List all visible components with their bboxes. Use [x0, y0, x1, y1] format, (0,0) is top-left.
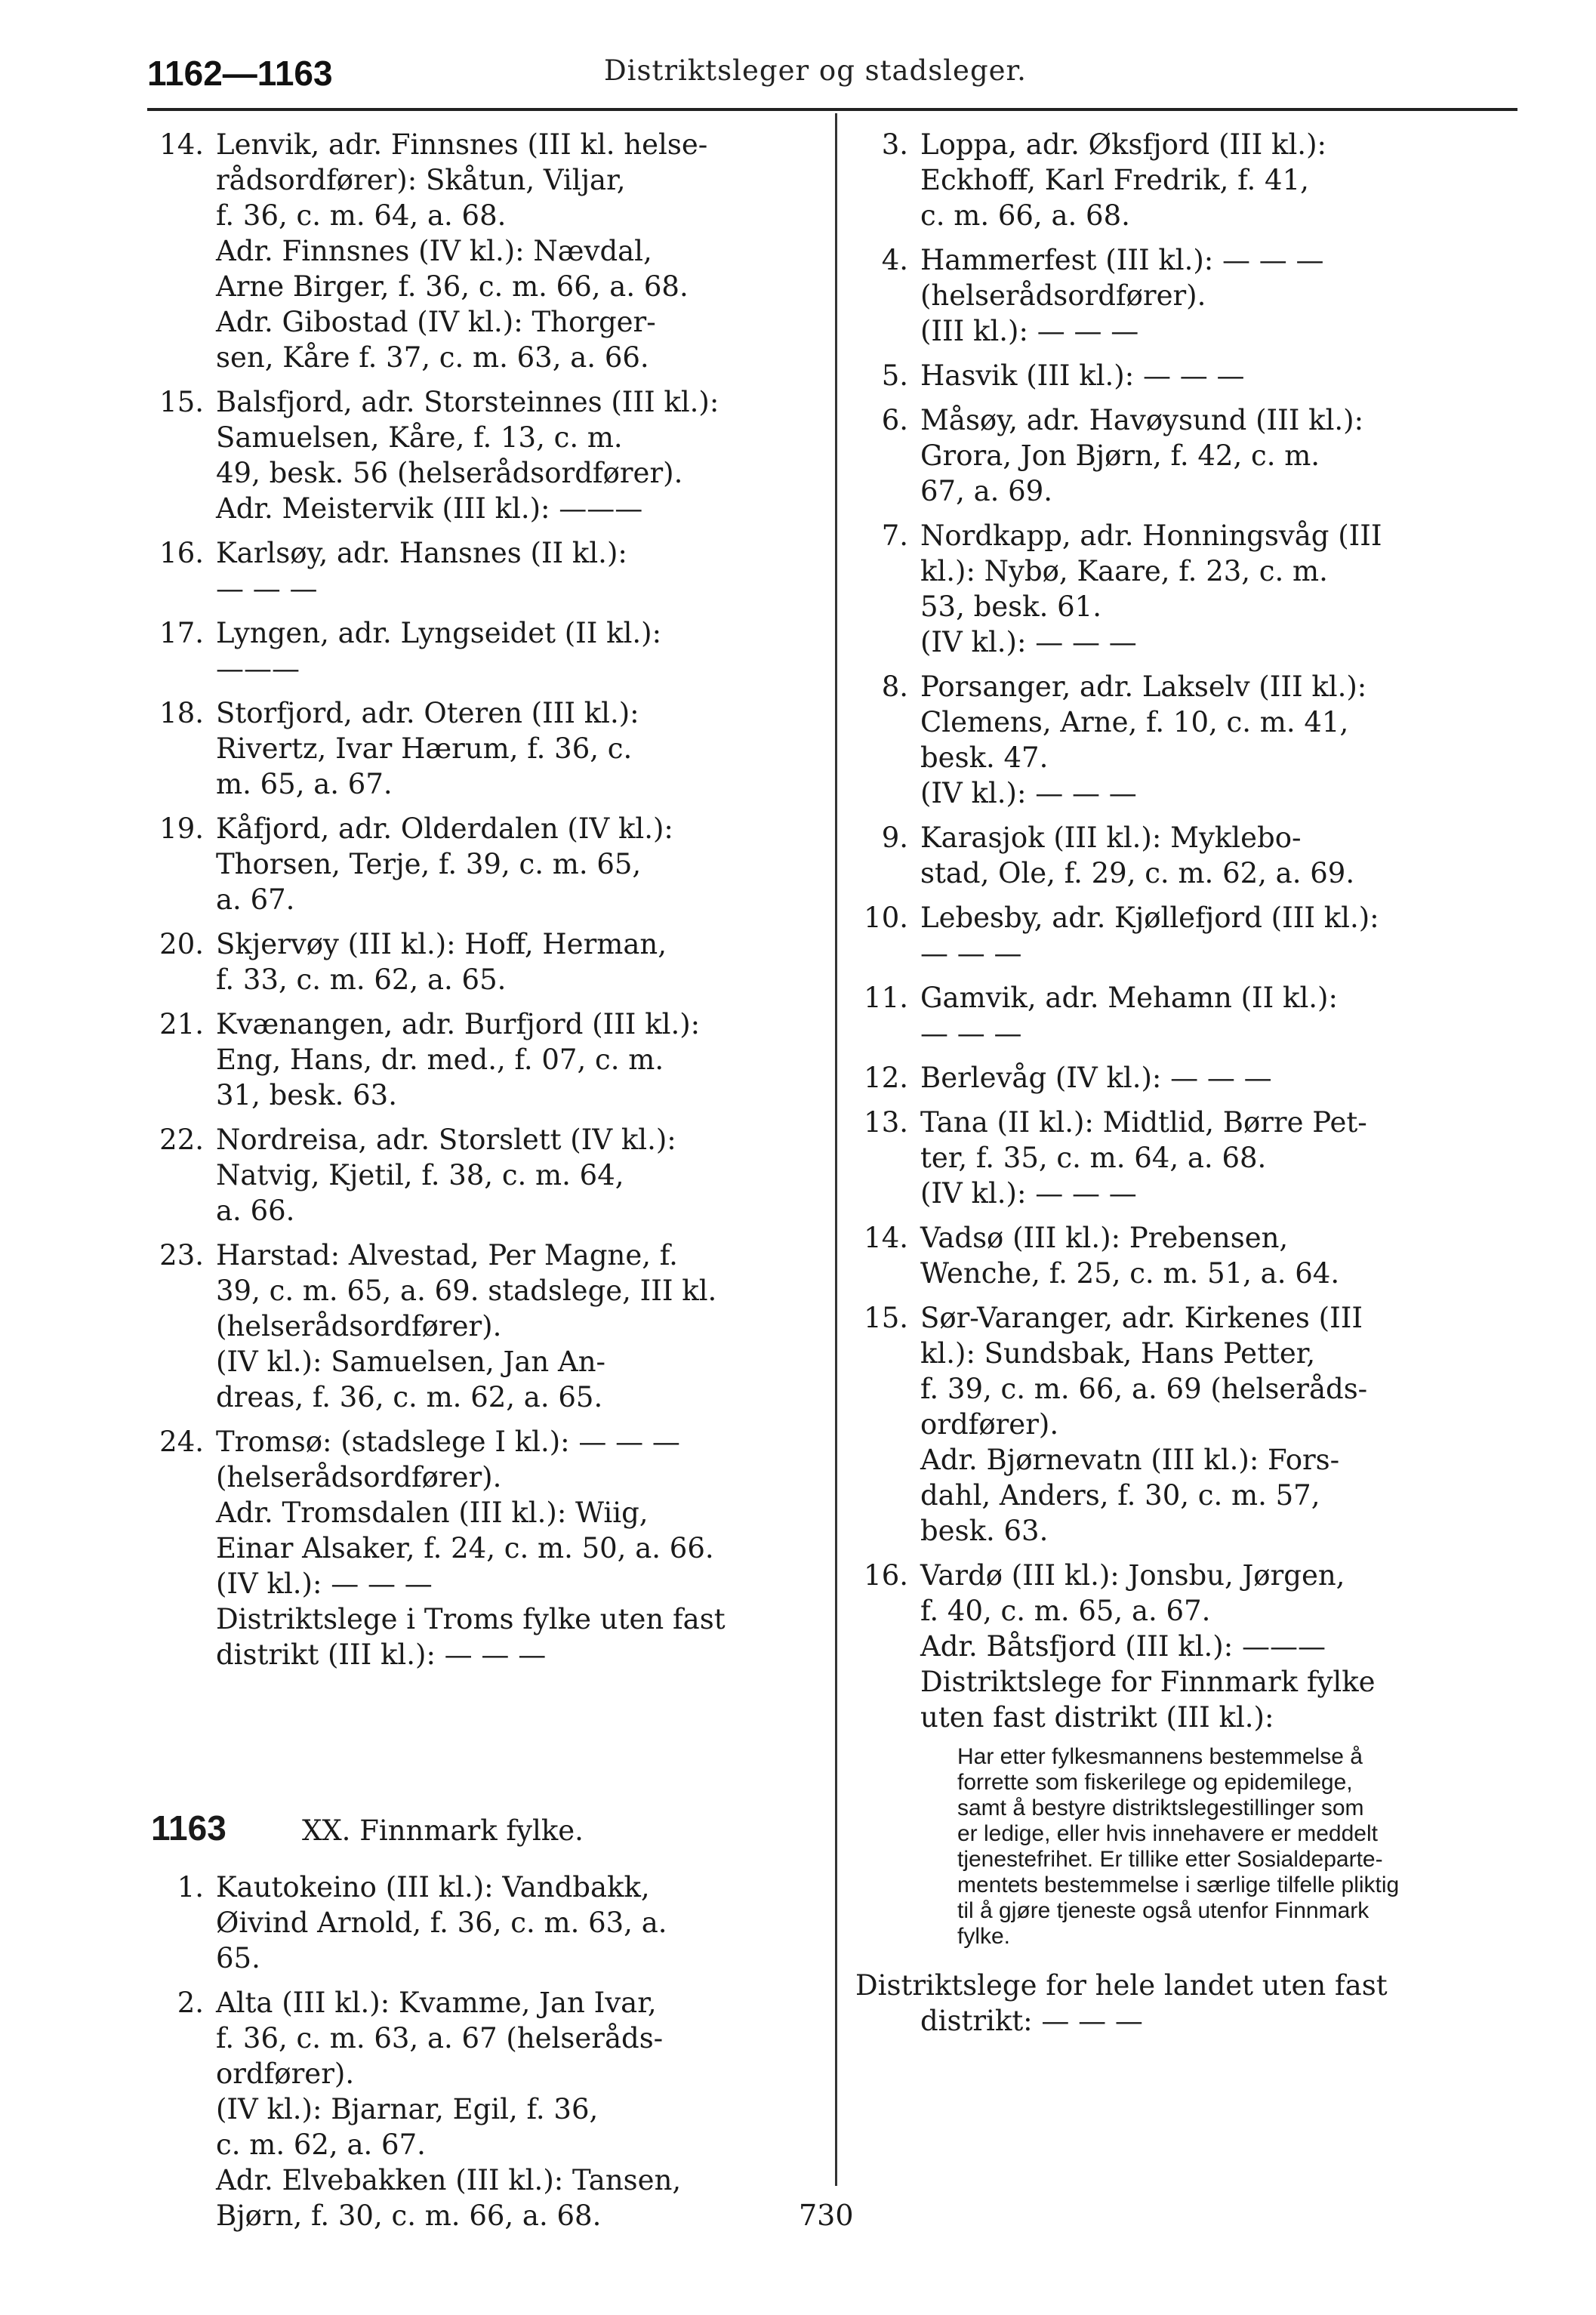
footnote-line: til å gjøre tjeneste også utenfor Finnmark: [957, 1898, 1370, 1923]
footnote-line: fylke.: [957, 1924, 1011, 1949]
right-entries: [855, 127, 1521, 1735]
entry-line: m. 65, a. 67.: [216, 768, 393, 800]
entry-line: (III kl.): — — —: [920, 315, 1139, 347]
entry-number: 24.: [159, 1426, 204, 1458]
entry-line: ordfører).: [216, 2058, 355, 2090]
entry-body: [216, 615, 823, 686]
entry: [151, 1424, 823, 1672]
entry-line: Karlsøy, adr. Hansnes (II kl.):: [216, 537, 627, 569]
entry: [855, 1220, 1521, 1291]
entry: [855, 242, 1521, 349]
entry-line: Tana (II kl.): Midtlid, Børre Pet-: [920, 1106, 1367, 1139]
entry: [151, 384, 823, 526]
entry-line: f. 36, c. m. 63, a. 67 (helseråds-: [216, 2022, 664, 2055]
entry: [151, 811, 823, 917]
entry-line: Thorsen, Terje, f. 39, c. m. 65,: [216, 848, 642, 880]
entry: [855, 820, 1521, 891]
entry-line: f. 39, c. m. 66, a. 69 (helseråds-: [920, 1373, 1368, 1405]
entry-line: Grora, Jon Bjørn, f. 42, c. m.: [920, 439, 1320, 472]
entry-number: 10.: [864, 902, 908, 934]
footnote-line: samt å bestyre distriktslegestillinger som: [957, 1796, 1364, 1820]
entry-line: Kåfjord, adr. Olderdalen (IV kl.):: [216, 812, 673, 845]
entry-line: (helserådsordfører).: [216, 1461, 502, 1493]
entry-line: Alta (III kl.): Kvamme, Jan Ivar,: [216, 1987, 657, 2019]
footnote: [855, 1744, 1521, 1950]
entry-line: a. 66.: [216, 1194, 295, 1227]
entry: [855, 1300, 1521, 1549]
entry: [855, 518, 1521, 660]
entry-body: [920, 820, 1521, 891]
entry-number: 16.: [159, 537, 204, 569]
entry-line: — — —: [920, 937, 1022, 969]
entry-number: 16.: [864, 1559, 908, 1592]
entry-line: Adr. Finnsnes (IV kl.): Nævdal,: [216, 235, 652, 267]
entry-body: [920, 1105, 1521, 1211]
entry-line: (helserådsordfører).: [920, 279, 1206, 312]
entry-line: Vardø (III kl.): Jonsbu, Jørgen,: [920, 1559, 1345, 1592]
entry: [855, 358, 1521, 393]
entry-line: Adr. Gibostad (IV kl.): Thorger-: [216, 306, 656, 338]
entry-line: Karasjok (III kl.): Myklebo-: [920, 822, 1302, 854]
section-entries: [151, 1870, 823, 2233]
entry-line: Kautokeino (III kl.): Vandbakk,: [216, 1871, 650, 1903]
entry-line: dahl, Anders, f. 30, c. m. 57,: [920, 1479, 1320, 1512]
entry-number: 13.: [864, 1106, 908, 1139]
entry: [855, 1105, 1521, 1211]
header-rule: [147, 108, 1517, 111]
entry-line: Loppa, adr. Øksfjord (III kl.):: [920, 128, 1326, 161]
entry-number: 15.: [864, 1302, 908, 1334]
entry-line: Adr. Tromsdalen (III kl.): Wiig,: [216, 1497, 649, 1529]
entry-number: 14.: [864, 1222, 908, 1254]
entry: [151, 1870, 823, 1976]
entry-line: Balsfjord, adr. Storsteinnes (III kl.):: [216, 386, 719, 418]
entry-body: [920, 669, 1521, 811]
page-number: 730: [799, 2199, 854, 2232]
entry-number: 12.: [864, 1062, 908, 1094]
entry-line: Clemens, Arne, f. 10, c. m. 41,: [920, 706, 1349, 738]
entry-line: — — —: [216, 572, 318, 605]
entry-line: Eng, Hans, dr. med., f. 07, c. m.: [216, 1043, 664, 1076]
entry-line: Hasvik (III kl.): — — —: [920, 359, 1245, 392]
entry-body: [920, 980, 1521, 1051]
entry: [151, 695, 823, 802]
entry: [855, 980, 1521, 1051]
entry-body: [216, 384, 823, 526]
entry-line: Nordreisa, adr. Storslett (IV kl.):: [216, 1124, 676, 1156]
entry-body: [920, 1220, 1521, 1291]
entry-line: Hammerfest (III kl.): — — —: [920, 244, 1324, 276]
entry-number: 14.: [159, 128, 204, 161]
entry-number: 3.: [881, 128, 908, 161]
entry-line: Adr. Meistervik (III kl.): ———: [216, 492, 643, 525]
entry-body: [216, 127, 823, 375]
entry-line: besk. 47.: [920, 741, 1049, 774]
entry-line: (IV kl.): — — —: [920, 777, 1137, 809]
entry: [855, 402, 1521, 509]
entry-line: Skjervøy (III kl.): Hoff, Herman,: [216, 928, 667, 960]
entry-line: (IV kl.): Bjarnar, Egil, f. 36,: [216, 2093, 599, 2125]
entry-line: Sør-Varanger, adr. Kirkenes (III: [920, 1302, 1363, 1334]
entry-line: Gamvik, adr. Mehamn (II kl.):: [920, 982, 1338, 1014]
entry: [151, 1238, 823, 1415]
entry-body: [920, 1558, 1521, 1735]
entry-line: (IV kl.): — — —: [920, 626, 1137, 658]
entry-number: 2.: [177, 1987, 204, 2019]
entry-number: 18.: [159, 697, 204, 729]
entry-line: Tromsø: (stadslege I kl.): — — —: [216, 1426, 680, 1458]
entry: [151, 1985, 823, 2233]
entry-line: c. m. 66, a. 68.: [920, 199, 1130, 232]
entry-body: [216, 1006, 823, 1113]
entry: [151, 615, 823, 686]
entry-line: ter, f. 35, c. m. 64, a. 68.: [920, 1142, 1267, 1174]
entry-body: [216, 695, 823, 802]
entry-body: [216, 1238, 823, 1415]
entry-body: [216, 535, 823, 606]
entry-line: — — —: [920, 1017, 1022, 1050]
section-title: XX. Finnmark fylke.: [302, 1814, 584, 1847]
entry-line: 65.: [216, 1942, 260, 1974]
entry-line: Kvænangen, adr. Burfjord (III kl.):: [216, 1008, 701, 1040]
entry-line: Wenche, f. 25, c. m. 51, a. 64.: [920, 1257, 1340, 1290]
right-column: [855, 127, 1521, 2039]
entry-number: 9.: [881, 822, 908, 854]
entry-number: 17.: [159, 617, 204, 649]
entry-line: 39, c. m. 65, a. 69. stadslege, III kl.: [216, 1275, 717, 1307]
entry: [855, 900, 1521, 971]
running-title: Distriktsleger og stadsleger.: [604, 54, 1027, 87]
entry-body: [920, 900, 1521, 971]
footnote-line: Har etter fylkesmannens bestemmelse å: [957, 1744, 1363, 1769]
entry-line: sen, Kåre f. 37, c. m. 63, a. 66.: [216, 341, 649, 374]
entry-line: 67, a. 69.: [920, 475, 1053, 507]
entry-body: [216, 1122, 823, 1228]
entry-line: (IV kl.): Samuelsen, Jan An-: [216, 1346, 606, 1378]
footnote-line: mentets bestemmelse i særlige tilfelle pliktig: [957, 1873, 1400, 1897]
entry-line: Adr. Bjørnevatn (III kl.): Fors-: [920, 1444, 1340, 1476]
entry-line: Nordkapp, adr. Honningsvåg (III: [920, 519, 1382, 552]
entry-line: Distriktslege for Finnmark fylke: [920, 1666, 1376, 1698]
entry-line: Rivertz, Ivar Hærum, f. 36, c.: [216, 732, 633, 765]
entry-line: ordfører).: [920, 1408, 1059, 1441]
entry-number: 22.: [159, 1124, 204, 1156]
entry-line: dreas, f. 36, c. m. 62, a. 65.: [216, 1381, 603, 1413]
entry-body: [920, 358, 1521, 393]
entry: [855, 127, 1521, 233]
entry-line: Måsøy, adr. Havøysund (III kl.):: [920, 404, 1364, 436]
entry-line: Samuelsen, Kåre, f. 13, c. m.: [216, 421, 623, 454]
entry: [151, 926, 823, 997]
entry-number: 5.: [881, 359, 908, 392]
entry-number: 4.: [881, 244, 908, 276]
entry-number: 1.: [177, 1871, 204, 1903]
left-column: [151, 127, 823, 1682]
footnote-line: forrette som fiskerilege og epidemilege,: [957, 1770, 1353, 1795]
entry-line: f. 33, c. m. 62, a. 65.: [216, 963, 507, 996]
entry-number: 6.: [881, 404, 908, 436]
entry-body: [920, 242, 1521, 349]
entry-line: 31, besk. 63.: [216, 1079, 397, 1111]
entry-line: Harstad: Alvestad, Per Magne, f.: [216, 1239, 678, 1272]
entry-line: Lebesby, adr. Kjøllefjord (III kl.):: [920, 902, 1379, 934]
entry-line: Porsanger, adr. Lakselv (III kl.):: [920, 670, 1367, 703]
entry-line: Adr. Elvebakken (III kl.): Tansen,: [216, 2164, 682, 2196]
entry-number: 20.: [159, 928, 204, 960]
entry-number: 11.: [864, 982, 908, 1014]
entry-line: Vadsø (III kl.): Prebensen,: [920, 1222, 1289, 1254]
entry-line: Bjørn, f. 30, c. m. 66, a. 68.: [216, 2199, 602, 2232]
entry: [151, 127, 823, 375]
entry-line: Distriktslege i Troms fylke uten fast: [216, 1603, 726, 1635]
column-divider: [835, 113, 837, 2186]
entry: [151, 1122, 823, 1228]
entry-body: [216, 926, 823, 997]
entry-line: f. 36, c. m. 64, a. 68.: [216, 199, 507, 232]
section-number: 1163: [151, 1808, 226, 1848]
entry-body: [920, 1300, 1521, 1549]
entry-line: (IV kl.): — — —: [216, 1567, 433, 1600]
entry-body: [920, 518, 1521, 660]
entry: [855, 1060, 1521, 1096]
entry-line: Eckhoff, Karl Fredrik, f. 41,: [920, 164, 1309, 196]
entry-line: ———: [216, 652, 300, 685]
entry-line: 49, besk. 56 (helserådsordfører).: [216, 457, 683, 489]
entry-number: 23.: [159, 1239, 204, 1272]
entry-number: 15.: [159, 386, 204, 418]
entry-body: [216, 811, 823, 917]
final-entry: [855, 1968, 1521, 2039]
entry-body: [216, 1424, 823, 1672]
entry-line: kl.): Sundsbak, Hans Petter,: [920, 1337, 1316, 1370]
footnote-line: tjenestefrihet. Er tillike etter Sosialdeparte-: [957, 1847, 1383, 1872]
entry-line: f. 40, c. m. 65, a. 67.: [920, 1595, 1211, 1627]
entry: [151, 535, 823, 606]
footnote-line: er ledige, eller hvis innehavere er meddelt: [957, 1821, 1378, 1846]
final-line: Distriktslege for hele landet uten fast: [855, 1969, 1388, 2002]
entry-line: 53, besk. 61.: [920, 590, 1101, 623]
entry-line: Arne Birger, f. 36, c. m. 66, a. 68.: [216, 270, 689, 303]
final-line: distrikt: — — —: [920, 2005, 1143, 2037]
entry-line: kl.): Nybø, Kaare, f. 23, c. m.: [920, 555, 1328, 587]
entry-body: [920, 1060, 1521, 1096]
finnmark-section: [151, 1808, 823, 2243]
entry-line: Lenvik, adr. Finnsnes (III kl. helse-: [216, 128, 708, 161]
entry-line: (helserådsordfører).: [216, 1310, 502, 1342]
entry-line: Natvig, Kjetil, f. 38, c. m. 64,: [216, 1159, 624, 1191]
entry-line: Lyngen, adr. Lyngseidet (II kl.):: [216, 617, 662, 649]
entry-body: [216, 1985, 823, 2233]
entry-line: Adr. Båtsfjord (III kl.): ———: [920, 1630, 1326, 1663]
entry-line: Storfjord, adr. Oteren (III kl.):: [216, 697, 639, 729]
entry-line: rådsordfører): Skåtun, Viljar,: [216, 164, 626, 196]
entry: [151, 1006, 823, 1113]
entry-line: (IV kl.): — — —: [920, 1177, 1137, 1210]
entry-line: stad, Ole, f. 29, c. m. 62, a. 69.: [920, 857, 1355, 889]
entry-line: Berlevåg (IV kl.): — — —: [920, 1062, 1272, 1094]
entry-line: c. m. 62, a. 67.: [216, 2129, 426, 2161]
entry-line: distrikt (III kl.): — — —: [216, 1638, 547, 1671]
entry-line: a. 67.: [216, 883, 295, 916]
entry-number: 7.: [881, 519, 908, 552]
entry-line: uten fast distrikt (III kl.):: [920, 1701, 1274, 1734]
page-range: 1162—1163: [147, 54, 333, 93]
entry: [855, 669, 1521, 811]
entry-number: 19.: [159, 812, 204, 845]
section-heading: [151, 1808, 823, 1848]
entry-body: [920, 402, 1521, 509]
entry-line: Einar Alsaker, f. 24, c. m. 50, a. 66.: [216, 1532, 714, 1564]
entry-body: [216, 1870, 823, 1976]
entry-body: [920, 127, 1521, 233]
entry-number: 21.: [159, 1008, 204, 1040]
entry-line: besk. 63.: [920, 1515, 1049, 1547]
entry-number: 8.: [881, 670, 908, 703]
entry: [855, 1558, 1521, 1735]
entry-line: Øivind Arnold, f. 36, c. m. 63, a.: [216, 1907, 667, 1939]
